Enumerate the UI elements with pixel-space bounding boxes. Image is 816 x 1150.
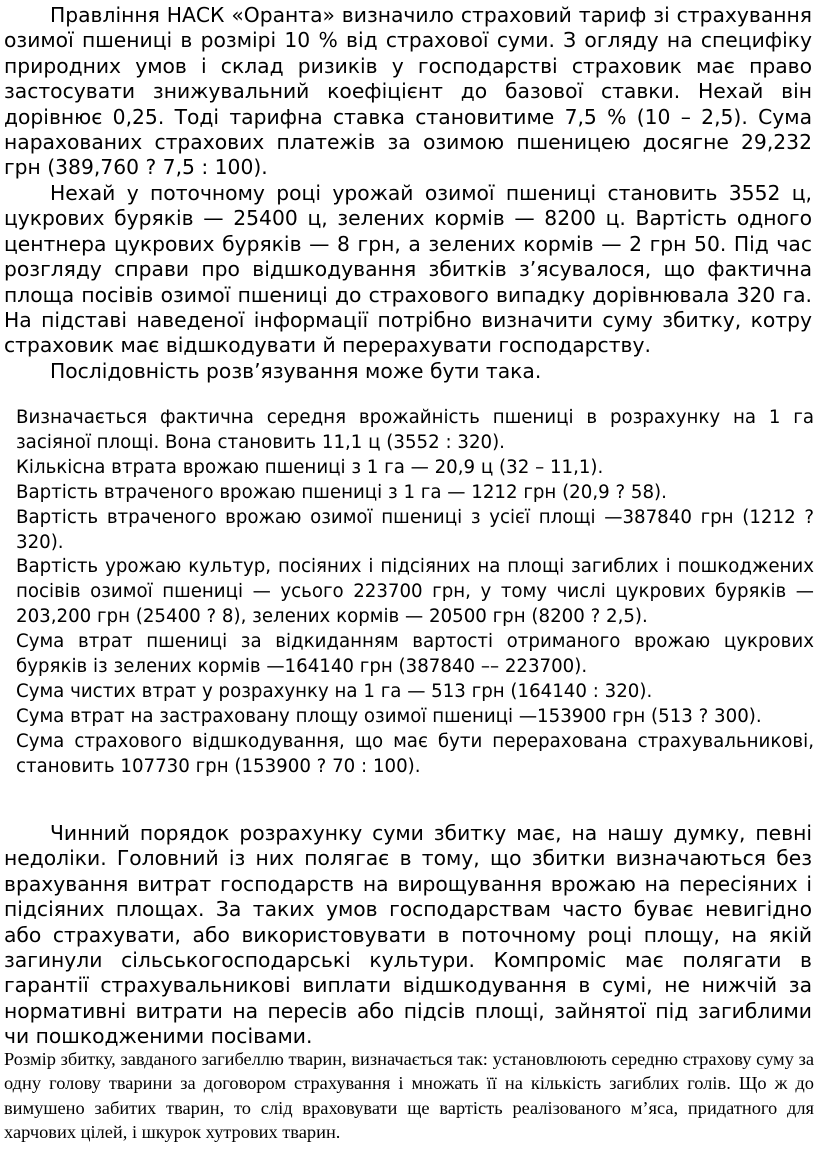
list-item: Вартість втраченого врожаю пшениці з 1 га — 1212 грн (20,9 ? 58).: [16, 481, 667, 503]
calculation-steps-list: [16, 406, 814, 780]
paragraph-harvest: Нехай у поточному році урожай озимої пшениці становить 3552 ц, цукрових буряків — 25400 ц, зелених кормів — 8200 ц. Вартість одного центнера цукрових буряків — 8 грн, а зелених кормів — 2 грн 50. Під час розгляду справи про відшкодування збитків з’ясувалося, що фактична площа посівів озимої пшениці до страхового випадку дорівнювала 320 га. На підставі наведеної інформації потрібно визначити суму збитку, котру страховик має відшкодувати й перерахувати господарству.: [4, 181, 812, 358]
list-item: Сума втрат пшениці за відкиданням вартості отриманого врожаю цукрових буряків із зелених кормів —164140 грн (387840 –– 223700).: [16, 631, 814, 678]
paragraph-tariff: Правління НАСК «Оранта» визначило страховий тариф зі страхування озимої пшениці в розмірі 10 % від страхової суми. З огляду на специфіку природних умов і склад ризиків у господарстві страховик має право застосувати знижувальний коефіцієнт до базової ставки. Нехай він дорівнює 0,25. Тоді тарифна ставка становитиме 7,5 % (10 – 2,5). Сума нарахованих страхових платежів за озимою пшеницею досягне 29,232 грн (389,760 ? 7,5 : 100).: [4, 3, 812, 180]
paragraph-conclusion: Чинний порядок розрахунку суми збитку має, на нашу думку, певні недоліки. Головний із них полягає в тому, що збитки визначаються без врахування витрат господарств на вирощування врожаю на пересіяних і підсіяних площах. За таких умов господарствам часто буває невигідно або страхувати, або використовувати в поточному році площу, на якій загинули сільськогосподарські культури. Компроміс має полягати в гарантії страхувальникові виплати відшкодування в сумі, не нижчій за нормативні витрати на пересів або підсів площі, зайнятої під загиблими чи пошкодженими посівами.: [4, 821, 812, 1049]
list-item: Сума страхового відшкодування, що має бути перерахована страхувальникові, становить 107730 грн (153900 ? 70 : 100).: [16, 730, 814, 777]
list-item: Кількісна втрата врожаю пшениці з 1 га — 20,9 ц (32 – 11,1).: [16, 456, 604, 478]
list-item: Сума чистих втрат у розрахунку на 1 га — 513 грн (164140 : 320).: [16, 680, 653, 702]
list-item: Визначається фактична середня врожайність пшениці в розрахунку на 1 га засіяної площі. Вона становить 11,1 ц (3552 : 320).: [16, 407, 814, 453]
paragraph-sequence-intro: Послідовність розв’язування може бути така.: [50, 359, 542, 383]
list-item: Сума втрат на застраховану площу озимої пшениці —153900 грн (513 ? 300).: [16, 705, 762, 727]
paragraph-livestock-damage: Розмір збитку, завданого загибеллю тварин, визначається так: установлюють середню страхову суму за одну голову тварини за договором страхування і множать її на кількість загиблих голів. Що ж до вимушено забитих тварин, то слід враховувати ще вартість реалізованого м’яса, придатного для харчових цілей, і шкурок хутрових тварин.: [4, 1049, 814, 1143]
list-item: Вартість урожаю культур, посіяних і підсіяних на площі загиблих і пошкоджених посівів озимої пшениці — усього 223700 грн, у тому числі цукрових буряків — 203,200 грн (25400 ? 8), зелених кормів — 20500 грн (8200 ? 2,5).: [16, 556, 814, 628]
list-item: Вартість втраченого врожаю озимої пшениці з усієї площі —387840 грн (1212 ? 320).: [16, 506, 814, 553]
